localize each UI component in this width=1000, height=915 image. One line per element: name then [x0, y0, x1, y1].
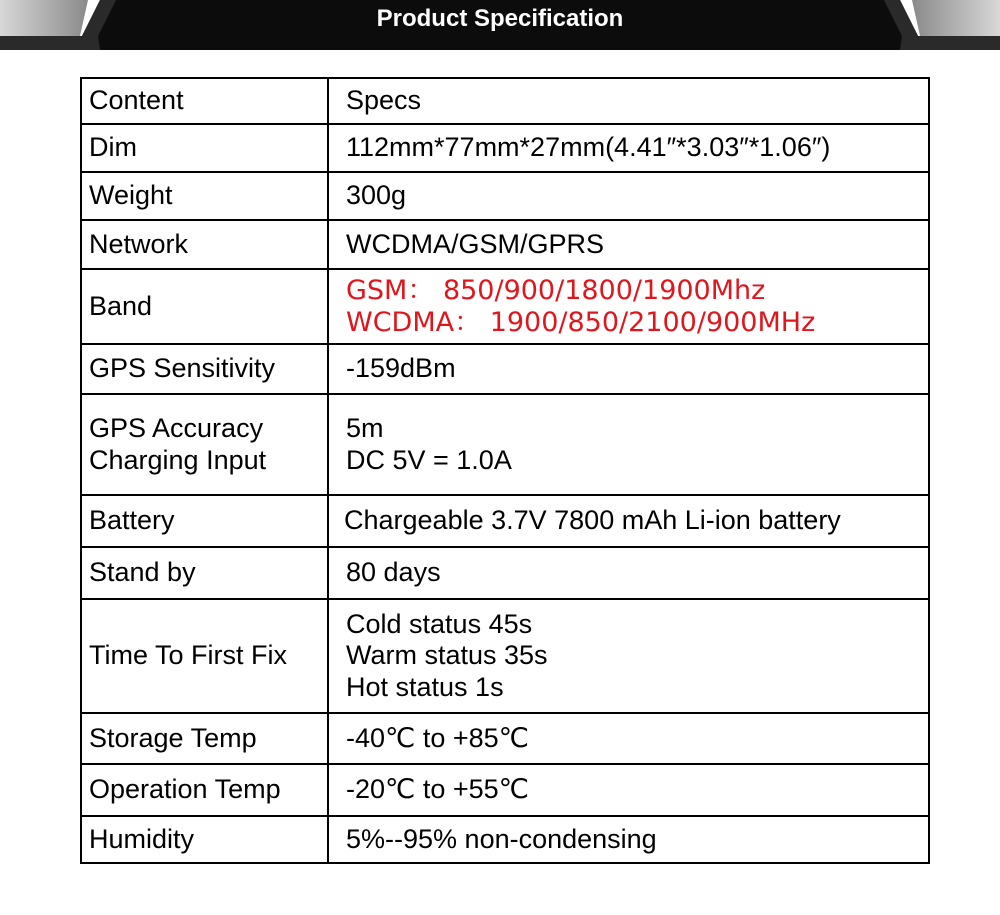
spec-table	[80, 77, 930, 864]
table-row	[81, 344, 929, 394]
table-row	[81, 547, 929, 599]
table-row-ttff	[81, 599, 929, 713]
charging-input-value: DC 5V = 1.0A	[346, 444, 512, 475]
row-value: 112mm*77mm*27mm(4.41″*3.03″*1.06″)	[328, 124, 929, 172]
table-row-band	[81, 269, 929, 344]
row-value: Chargeable 3.7V 7800 mAh Li-ion battery	[328, 495, 929, 547]
row-key: GPS Sensitivity	[81, 344, 328, 394]
row-value: -159dBm	[328, 344, 929, 394]
table-row	[81, 124, 929, 172]
row-key: Humidity	[81, 816, 328, 863]
row-value	[328, 599, 929, 713]
table-row	[81, 764, 929, 816]
ttff-warm: Warm status 35s	[346, 640, 548, 671]
row-key: Band	[81, 269, 328, 344]
row-key	[81, 394, 328, 495]
header-key-cell: Content	[81, 78, 328, 124]
page-title: Product Specification	[376, 5, 624, 32]
gps-accuracy-key: GPS Accuracy	[89, 413, 264, 444]
row-value: -40℃ to +85℃	[328, 713, 929, 764]
table-header-row	[81, 78, 929, 124]
row-value: 80 days	[328, 547, 929, 599]
row-key: Dim	[81, 124, 328, 172]
table-row-gps-charging	[81, 394, 929, 495]
band-line-gsm: GSM： 850/900/1800/1900Mhz	[346, 275, 766, 307]
ttff-cold: Cold status 45s	[346, 609, 533, 640]
table-row	[81, 713, 929, 764]
band-value	[328, 269, 929, 344]
row-value: WCDMA/GSM/GPRS	[328, 220, 929, 269]
ttff-hot: Hot status 1s	[346, 671, 504, 702]
row-key: Battery	[81, 495, 328, 547]
row-key: Stand by	[81, 547, 328, 599]
row-value	[328, 394, 929, 495]
gps-accuracy-value: 5m	[346, 413, 384, 444]
row-key: Operation Temp	[81, 764, 328, 816]
row-value: -20℃ to +55℃	[328, 764, 929, 816]
row-key: Storage Temp	[81, 713, 328, 764]
table-row	[81, 495, 929, 547]
row-key: Time To First Fix	[81, 599, 328, 713]
header-banner	[0, 0, 1000, 50]
table-row	[81, 172, 929, 220]
row-value: 300g	[328, 172, 929, 220]
row-key: Network	[81, 220, 328, 269]
table-row	[81, 816, 929, 863]
table-row	[81, 220, 929, 269]
charging-input-key: Charging Input	[89, 444, 267, 475]
row-key: Weight	[81, 172, 328, 220]
header-value-cell: Specs	[328, 78, 929, 124]
row-value: 5%--95% non-condensing	[328, 816, 929, 863]
band-line-wcdma: WCDMA： 1900/850/2100/900MHz	[346, 306, 816, 338]
